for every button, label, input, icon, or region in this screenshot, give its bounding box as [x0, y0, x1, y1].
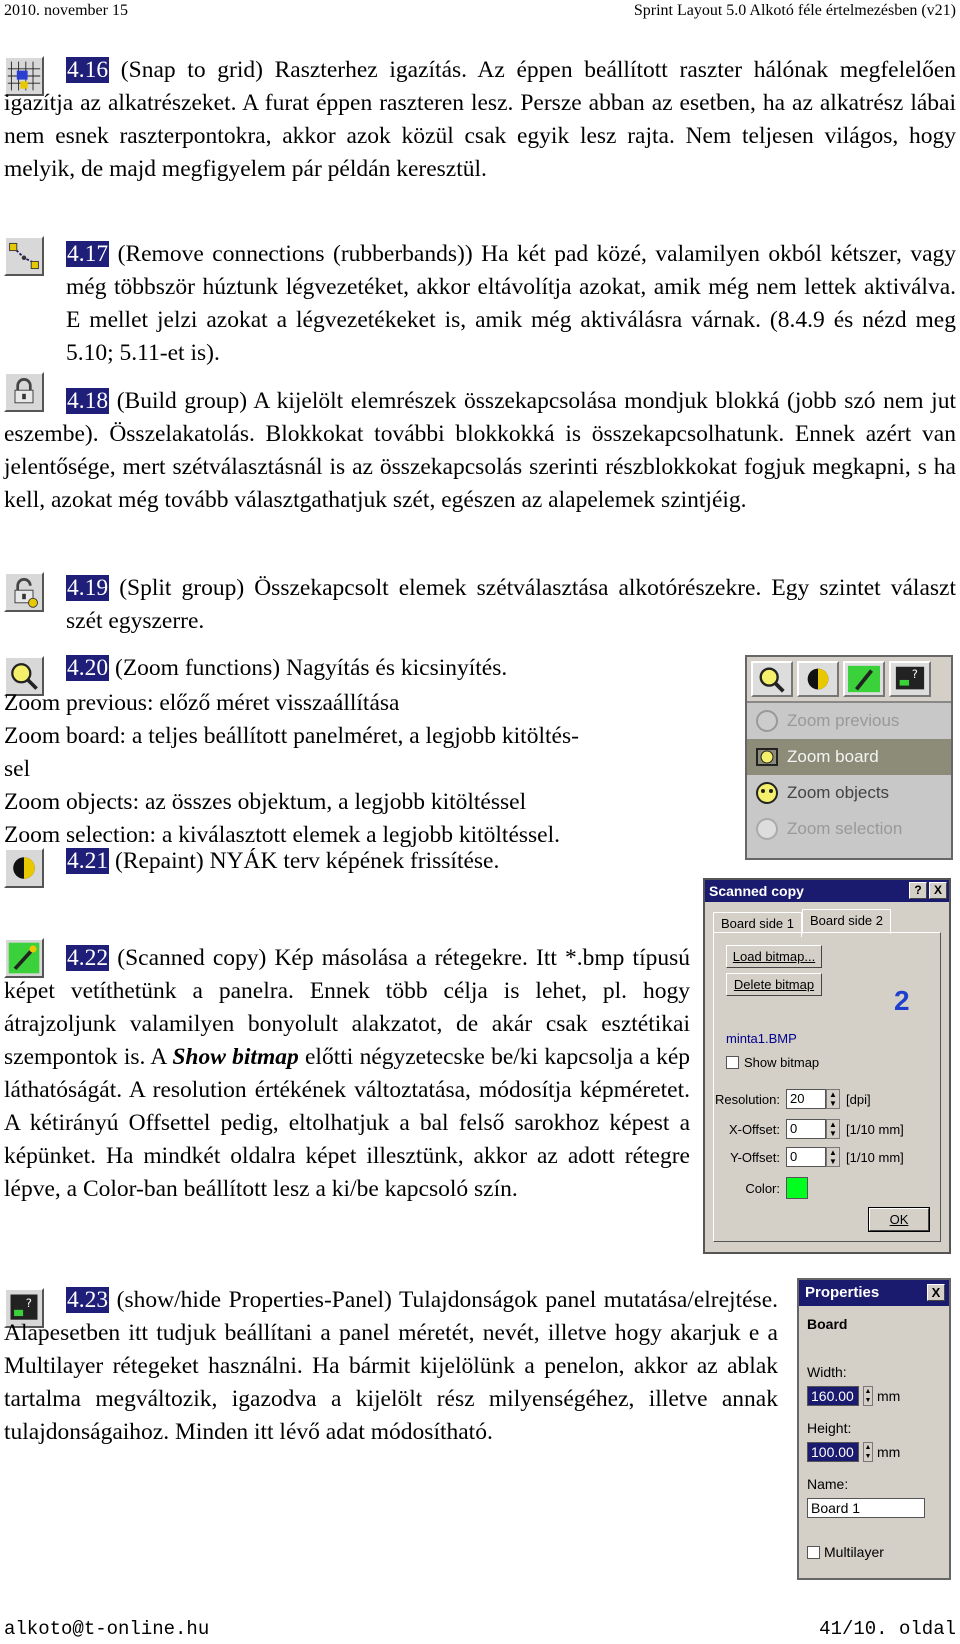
resolution-label: Resolution: [714, 1091, 780, 1107]
name-input[interactable]: Board 1 [807, 1498, 925, 1518]
zoom-toolbar [747, 657, 951, 703]
xoffset-row [714, 1119, 904, 1139]
section-text: (show/hide Properties-Panel) Tulajdonságok panel mutatása/elrejtése. Alapesetben itt tudjuk beállítani a panel méretét, nevét, illetve hogy akarjuk e a Multilayer rétegeket használni. Ha bármit kijelölünk a penelon, akkor az ablak tartalma megváltozik, igazodva a kijelölt rész milyenségéhez, illetve annak tulajdonságaihoz. Minden itt lévő adat módosítható. [4, 1287, 778, 1445]
section-4-18 [4, 385, 956, 517]
zoom-board-item[interactable] [747, 739, 951, 775]
zoom-line: sel [4, 756, 31, 782]
section-text: előtti négyzetecske be/ki kapcsolja a kép láthatóságát. A resolution értékének változtatása, módosítja képméretet. A kétirányú Offsettel pedig, eltolhatjuk a bal felső sarokhoz képest a képünket. Ha mindkét oldalra képet illesztünk, akkor az adott rétegre lépve, a Color-ban beállított lesz a ki/be kapcsoló szín. [4, 1044, 690, 1202]
zoom-previous-item[interactable] [747, 703, 951, 739]
section-4-21 [4, 845, 694, 878]
zoom-icon[interactable] [751, 661, 793, 697]
name-label: Name: [807, 1476, 849, 1492]
height-input[interactable]: 100.00 [807, 1442, 859, 1462]
zoom-item-label: Zoom previous [787, 711, 900, 730]
svg-text:?: ? [911, 668, 918, 682]
zoom-item-label: Zoom objects [787, 783, 890, 802]
section-bold-text: Show bitmap [172, 1044, 299, 1070]
properties-heading: Board [807, 1316, 848, 1332]
section-4-22 [4, 942, 690, 1206]
width-label: Width: [807, 1364, 847, 1380]
section-4-19 [4, 572, 956, 638]
section-text: (Build group) A kijelölt elemrészek összekapcsolása mondjuk blokká (jobb szó nem jut eszembe). Összelakatolás. Blokkokat további blokkokká is összekapcsolhatunk. Ennek azért van jelentősége, mert szétválasztásnál is az összekapcsolás szerinti részblokkokat fogjuk megkapni, s ha kell, azokat még tovább választgathatjuk szét, egészen az alapelemek szintjéig. [4, 388, 956, 513]
zoom-item-label: Zoom selection [787, 819, 903, 838]
zoom-objects-icon [753, 779, 781, 807]
footer-email: alkoto@t-online.hu [4, 1618, 210, 1640]
zoom-selection-item[interactable] [747, 811, 951, 847]
section-number: 4.17 [67, 241, 109, 267]
color-label: Color: [745, 1180, 780, 1196]
window-title: Properties [805, 1284, 880, 1301]
load-bitmap-button[interactable]: Load bitmap... [726, 945, 822, 968]
close-button[interactable]: X [929, 882, 947, 899]
height-unit: mm [877, 1444, 901, 1460]
section-text: (Scanned copy) Kép másolása a rétegekre. Itt *.bmp típusú képet vetíthetünk a panelra. Ennek több célja is lehet, pl. hogy átrajzoljunk valamilyen bonyolult alakzatot, de akár csak esztétikai szempontok is. A [4, 945, 690, 1070]
scanned-copy-icon[interactable] [843, 661, 885, 697]
section-text: (Split group) Összekapcsolt elemek szétválasztása alkotórészekre. Egy szintet választ szét egyszerre. [66, 575, 956, 634]
section-4-17 [4, 238, 956, 370]
tab-board-side-1[interactable]: Board side 1 [713, 912, 802, 937]
xoffset-label: X-Offset: [728, 1121, 780, 1137]
section-text: (Repaint) NYÁK terv képének frissítése. [109, 848, 500, 874]
zoom-dropdown-panel [745, 655, 953, 860]
zoom-board-icon [753, 743, 781, 771]
properties-window [797, 1278, 951, 1580]
show-bitmap-checkbox[interactable] [726, 1055, 819, 1070]
yoffset-unit: [1/10 mm] [846, 1149, 904, 1165]
section-4-20 [4, 652, 739, 852]
section-text: (Snap to grid) Raszterhez igazítás. Az éppen beállított raszter hálónak megfelelően igazítja az alkatrészeket. A furat éppen raszteren lesz. Persze abban az esetben, ha az alkatrész lábai nem esnek raszterpontokra, akkor azok közül csak egyik lesz rajta. Nem teljesen világos, hogy melyik, de majd megfigyelem pár példán keresztül. [4, 57, 956, 182]
section-number: 4.22 [67, 945, 109, 971]
section-4-16 [4, 54, 956, 186]
section-number: 4.19 [67, 575, 109, 601]
delete-bitmap-button[interactable]: Delete bitmap [726, 973, 822, 996]
zoom-item-label: Zoom board [787, 747, 879, 766]
section-number: 4.18 [67, 388, 109, 414]
yoffset-row [714, 1147, 904, 1167]
section-number: 4.23 [67, 1287, 109, 1313]
height-spinner[interactable]: ▲ ▼ [864, 1444, 872, 1460]
resolution-spinner[interactable]: ▲ ▼ [826, 1089, 840, 1109]
multilayer-checkbox[interactable] [807, 1544, 884, 1560]
height-label: Height: [807, 1420, 852, 1436]
help-button[interactable]: ? [909, 882, 927, 899]
footer-page-number: 41/10. oldal [819, 1618, 956, 1640]
tab-board-side-2[interactable]: Board side 2 [802, 909, 891, 934]
xoffset-input[interactable]: 0 [786, 1119, 826, 1139]
section-number: 4.21 [67, 848, 109, 874]
name-field [807, 1498, 925, 1518]
zoom-line: Zoom board: a teljes beállított panelméret, a legjobb kitöltés- [4, 723, 579, 749]
zoom-selection-icon [753, 815, 781, 843]
window-title-bar [799, 1280, 949, 1306]
window-title: Scanned copy [709, 883, 804, 899]
zoom-line: Zoom objects: az összes objektum, a legjobb kitöltéssel [4, 789, 527, 815]
svg-text:?: ? [25, 1296, 33, 1311]
properties-icon[interactable] [889, 661, 931, 697]
yoffset-spinner[interactable]: ▲ ▼ [826, 1147, 840, 1167]
width-spinner[interactable]: ▲ ▼ [864, 1388, 872, 1404]
color-swatch[interactable] [786, 1177, 808, 1199]
checkbox-box[interactable] [807, 1546, 820, 1559]
xoffset-spinner[interactable]: ▲ ▼ [826, 1119, 840, 1139]
zoom-line: Zoom selection: a kiválasztott elemek a legjobb kitöltéssel. [4, 822, 561, 848]
section-number: 4.16 [67, 57, 109, 83]
header-date: 2010. november 15 [4, 2, 128, 19]
yoffset-input[interactable]: 0 [786, 1147, 826, 1167]
side-number: 2 [894, 985, 910, 1016]
resolution-row [714, 1089, 871, 1109]
checkbox-label: Multilayer [824, 1544, 884, 1560]
window-title-bar [705, 880, 949, 902]
section-text: (Zoom functions) Nagyítás és kicsinyítés. [109, 655, 508, 681]
zoom-previous-icon [753, 707, 781, 735]
zoom-line: Zoom previous: előző méret visszaállítása [4, 690, 400, 716]
checkbox-label: Show bitmap [744, 1055, 820, 1070]
width-field [807, 1386, 900, 1406]
width-input[interactable]: 160.00 [807, 1386, 859, 1406]
repaint-icon[interactable] [797, 661, 839, 697]
width-unit: mm [877, 1388, 901, 1404]
height-field [807, 1442, 900, 1462]
header-doc-title: Sprint Layout 5.0 Alkotó féle értelmezésben (v21) [633, 2, 956, 19]
scanned-copy-window [703, 878, 951, 1254]
zoom-objects-item[interactable] [747, 775, 951, 811]
resolution-unit: [dpi] [846, 1091, 871, 1107]
tab-content [713, 932, 941, 1242]
yoffset-label: Y-Offset: [730, 1149, 780, 1165]
color-row [714, 1177, 808, 1199]
section-text: (Remove connections (rubberbands)) Ha két pad közé, valamilyen okból kétszer, vagy még többször húztunk légvezetéket, akkor eltávolítja azokat, amik még nem lettek aktiválva. E mellet jelzi azokat a légvezetékeket is, amik még aktiválásra várnak. (8.4.9 és nézd meg 5.10; 5.11-et is). [66, 241, 956, 366]
xoffset-unit: [1/10 mm] [846, 1121, 904, 1137]
resolution-input[interactable]: 20 [786, 1089, 826, 1109]
bitmap-filename: minta1.BMP [726, 1031, 797, 1046]
section-number: 4.20 [67, 655, 109, 681]
section-4-23 [4, 1284, 778, 1449]
ok-button[interactable]: OK [869, 1208, 929, 1231]
checkbox-box[interactable] [726, 1056, 739, 1069]
close-button[interactable]: X [927, 1284, 945, 1301]
